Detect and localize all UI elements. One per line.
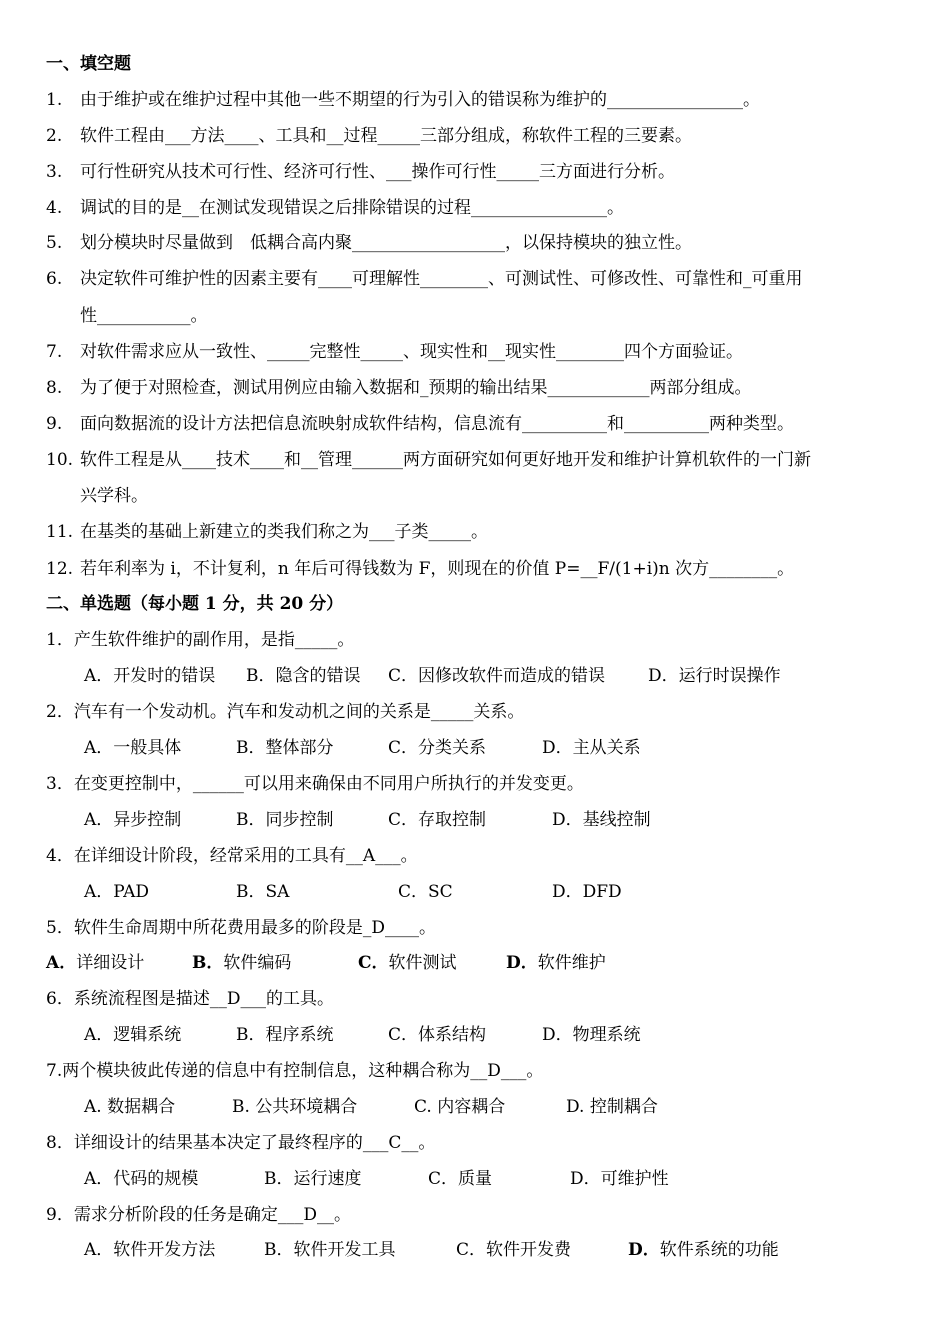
question-text: 7.两个模块彼此传递的信息中有控制信息，这种耦合称为__D___。: [46, 1061, 544, 1081]
option-b: B．隐含的错误: [246, 666, 361, 686]
option-d: D．软件维护: [506, 953, 606, 973]
option-d: D．主从关系: [542, 738, 641, 758]
question-text: 3．在变更控制中，______可以用来确保由不同用户所执行的并发变更。: [46, 774, 584, 794]
option-c: C．质量: [428, 1169, 493, 1189]
question-text: 8．详细设计的结果基本决定了最终程序的___C__。: [46, 1133, 436, 1153]
option-a: A．逻辑系统: [84, 1025, 182, 1045]
question-text: 2．汽车有一个发动机。汽车和发动机之间的关系是_____关系。: [46, 702, 525, 722]
option-b: B. 公共环境耦合: [232, 1097, 358, 1117]
section-1-title: 一、填空题: [46, 54, 131, 74]
option-b: B．软件编码: [192, 953, 292, 973]
option-c: C．分类关系: [388, 738, 487, 758]
option-text: 详细设计: [76, 953, 145, 973]
option-c: C．体系结构: [388, 1025, 487, 1045]
option-b: B．SA: [236, 882, 290, 902]
question-text: 1．产生软件维护的副作用，是指_____。: [46, 630, 355, 650]
option-c: C．存取控制: [388, 810, 487, 830]
option-letter: A．: [46, 953, 77, 973]
question-text: 6．系统流程图是描述__D___的工具。: [46, 989, 334, 1009]
option-a: A．一般具体: [84, 738, 182, 758]
option-c: C．SC: [398, 882, 453, 902]
option-a: A．代码的规模: [84, 1169, 199, 1189]
option-c: C. 内容耦合: [414, 1097, 506, 1117]
question-text: 4．在详细设计阶段，经常采用的工具有__A___。: [46, 846, 418, 866]
option-a: A. 数据耦合: [84, 1097, 176, 1117]
section-2-title: 二、单选题（每小题 1 分，共 20 分）: [46, 594, 344, 614]
option-b: B．软件开发工具: [264, 1240, 396, 1260]
option-b: B．同步控制: [236, 810, 334, 830]
option-d: D. 控制耦合: [566, 1097, 658, 1117]
list-item-continuation: 性___________。: [80, 306, 208, 326]
option-d: D．基线控制: [552, 810, 651, 830]
option-a: A．PAD: [84, 882, 150, 902]
option-d: D．DFD: [552, 882, 622, 902]
option-a: A．开发时的错误: [84, 666, 216, 686]
question-text: 5．软件生命周期中所花费用最多的阶段是_D____。: [46, 918, 436, 938]
document-page: 一、填空题 1. 由于维护或在维护过程中其他一些不期望的行为引入的错误称为维护的________________。 2. 软件工程由___方法____、工具和__过程_____三部分组成，称软件工程的三要素。 3. 可行性研究从技术可行性、经济可行性、___操作可行性_____三方面进行分析。 4. 调试的目的是__在测试发现错误之后排除错误的过程________________。 5. 划分模块时尽量做到 低耦合高内聚__________________，以保持模块的独立性。 6. 决定软件可维护性的因素主要有____可理解性________、可测试性、可修改性、可靠性和_可重用 性___________。 7. 对软件需求应从一致性、_____完整性_____、现实性和__现实性________四个方面验证。 8. 为了便于对照检查，测试用例应由输入数据和_预期的输出结果____________两部分组成。 9. 面向数据流的设计方法把信息流映射成软件结构，信息流有__________和__________两种类型。 10. 软件工程是从____技术____和__管理______两方面研究如何更好地开发和维护计算机软件的一门新 兴学科。 11. 在基类的基础上新建立的类我们称之为___子类_____。 12. 若年利率为 i，不计复利，n 年后可得钱数为 F，则现在的价值 P=__F/(1+i)n 次方________。 二、单选题（每小题 1 分，共 20 分） 1．产生软件维护的副作用，是指_____。 A．开发时的错误 B．隐含的错误 C．因修改软件而造成的错误 D．运行时误操作 2．汽车有一个发动机。汽车和发动机之间的关系是_____关系。 A．一般具体 B．整体部分 C．分类关系 D．主从关系 3．在变更控制中，______可以用来确保由不同用户所执行的并发变更。 A．异步控制 B．同步控制 C．存取控制 D．基线控制 4．在详细设计阶段，经常采用的工具有__A___。 A．PAD B．SA C．SC D．DFD 5．软件生命周期中所花费用最多的阶段是_D____。 A．详细设计 B．软件编码 C．软件测试 D．软件维护 6．系统流程图是描述__D___的工具。 A．逻辑系统 B．程序系统 C．体系结构 D．物理系统 7.两个模块彼此传递的信息中有控制信息，这种耦合称为__D___。 A. 数据耦合 B. 公共环境耦合 C. 内容耦合 D. 控制耦合 8．详细设计的结果基本决定了最终程序的___C__。 A．代码的规模 B．运行速度 C．质量 D．可维护性 9．需求分析阶段的任务是确定___D__。 A．软件开发方法 B．软件开发工具 C．软件开发费 D．软件系统的功能: [46, 54, 811, 1260]
option-c: C．因修改软件而造成的错误: [388, 666, 606, 686]
option-d: D．软件系统的功能: [628, 1240, 779, 1260]
option-b: B．整体部分: [236, 738, 334, 758]
option-d: D．运行时误操作: [648, 666, 781, 686]
option-d: D．物理系统: [542, 1025, 641, 1045]
option-c: C．软件开发费: [456, 1240, 572, 1260]
option-b: B．程序系统: [236, 1025, 334, 1045]
option-c: C．软件测试: [358, 953, 457, 973]
question-text: 9．需求分析阶段的任务是确定___D__。: [46, 1205, 351, 1225]
list-item-continuation: 兴学科。: [80, 486, 148, 506]
option-a: A．异步控制: [84, 810, 182, 830]
option-d: D．可维护性: [570, 1169, 669, 1189]
option-a: A．软件开发方法: [84, 1240, 216, 1260]
option-a: [46, 951, 144, 975]
option-b: B．运行速度: [264, 1169, 362, 1189]
